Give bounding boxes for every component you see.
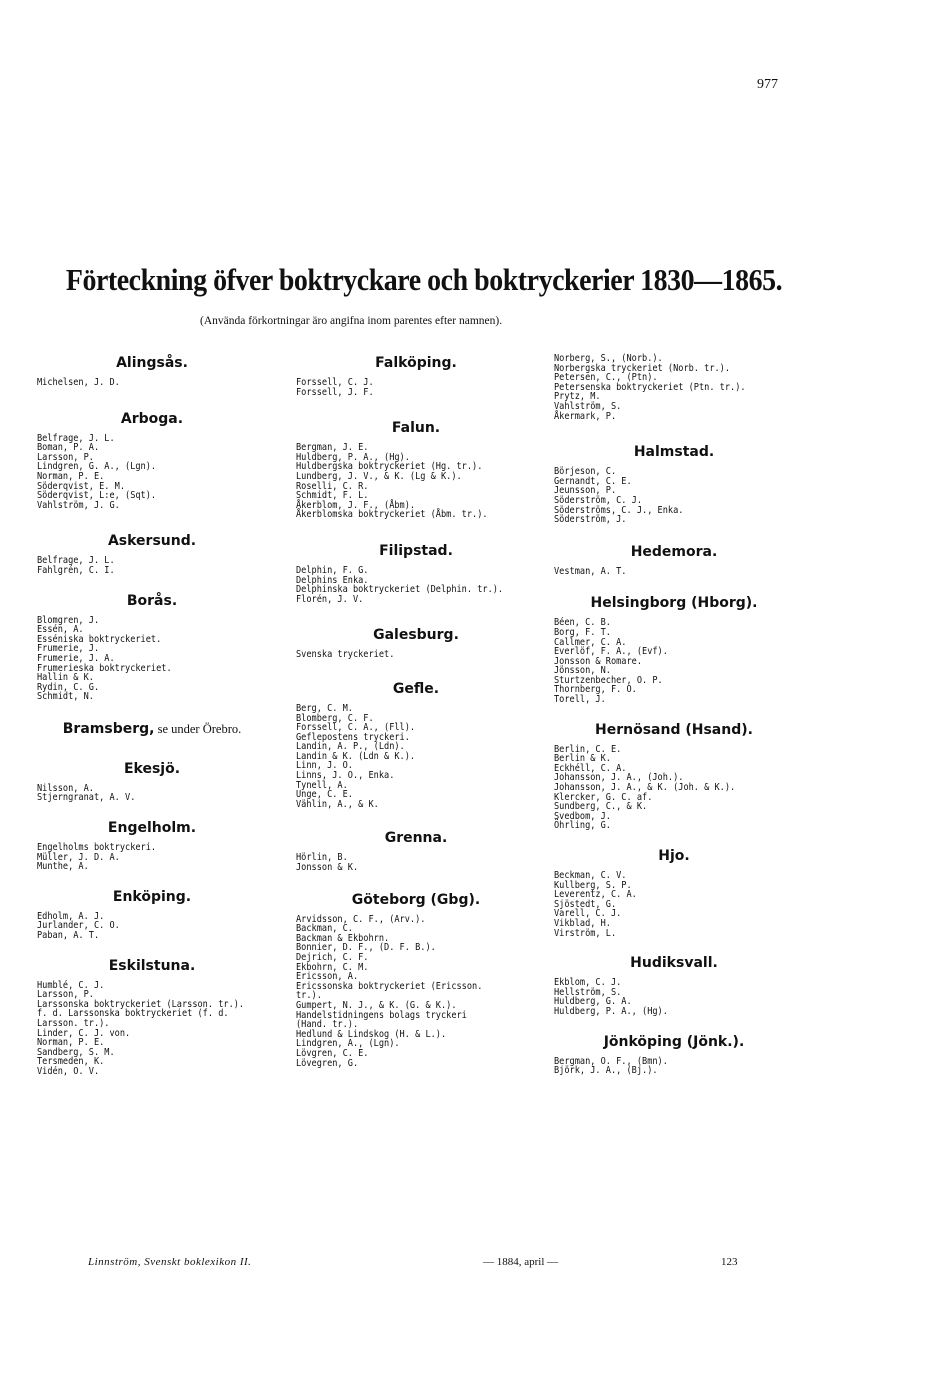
printer-entry: Söderströms, C. J., Enka. (554, 504, 684, 516)
printer-entry: Söderqvist, L:e, (Sqt). (37, 490, 157, 502)
printer-entry: f. d. Larssonska boktryckeriet (f. d. (37, 1008, 229, 1020)
place-heading (554, 954, 794, 972)
printer-entry: Bergman, J. E. (296, 442, 369, 454)
place-heading-text: Falköping. (375, 355, 457, 371)
printer-entry: Söderström, C. J. (554, 494, 643, 506)
printer-entry: Torell, J. (554, 694, 606, 706)
printer-entry: Svedbom, J. (554, 810, 611, 822)
printer-entry: Thornberg, F. O. (554, 684, 637, 696)
place-heading (37, 888, 267, 906)
place-heading-text: Helsingborg (Hborg). (590, 595, 758, 612)
printer-entry: Berlin & K. (554, 753, 611, 765)
place-heading-text: Halmstad. (633, 444, 715, 461)
printer-entry: Berlin, C. E. (554, 743, 622, 755)
place-heading (37, 410, 267, 428)
printer-entry: Engelholms boktryckeri. (37, 842, 157, 854)
printer-entry: Ericssonska boktryckeriet (Ericsson. (296, 980, 483, 992)
printer-entry: Edholm, A. J. (37, 910, 105, 922)
printer-entry: Åkermark, P. (554, 410, 617, 422)
printer-entry: Linn, J. O. (296, 760, 353, 772)
printer-entry: Ericsson, A. (296, 971, 359, 983)
printer-entry: Johansson, J. A., (Joh.). (554, 772, 684, 784)
place-heading-text: Filipstad. (379, 542, 453, 559)
printer-entry: Larsson. tr.). (37, 1018, 110, 1029)
printer-entry: Linder, C. J. von. (37, 1027, 131, 1039)
place-heading-text: Enköping. (112, 888, 192, 905)
printer-entry: Bonnier, D. F., (D. F. B.). (296, 942, 436, 954)
place-heading (554, 594, 794, 612)
printer-entry: Lövegren, G. (296, 1057, 359, 1069)
printer-entry: Esséniska boktryckeriet. (37, 633, 162, 645)
printer-entry: Svenska tryckeriet. (296, 649, 395, 661)
printer-entry: Söderqvist, E. M. (37, 480, 126, 492)
page-number: 977 (757, 77, 778, 92)
printer-entry: Norman, P. E. (37, 470, 105, 482)
printer-entry: Leverentz, C. A. (554, 889, 637, 901)
column-2 (296, 354, 536, 1068)
printer-entry: Huldberg, P. A., (Hg). (554, 1005, 668, 1017)
printer-entry: Borg, F. T. (554, 626, 611, 638)
printer-entry: Sundberg, C., & K. (554, 801, 648, 813)
printer-entry: Norbergska tryckeriet (Norb. tr.). (554, 362, 731, 374)
printer-entry: Jonsson & K. (296, 862, 359, 874)
printer-entry: Munthe, A. (37, 861, 89, 873)
printer-entry: Humblé, C. J. (37, 979, 105, 991)
printer-entry: Jurlander, C. O. (37, 920, 120, 932)
printer-entry: Lindgren, A., (Lgn). (296, 1038, 400, 1050)
printer-entry: Callmer, C. A. (554, 636, 627, 648)
printer-entry: Larssonska boktryckeriet (Larsson. tr.). (37, 998, 245, 1010)
printer-entry: Tersmeden, K. (37, 1056, 105, 1068)
place-heading-text: Arboga. (120, 410, 184, 427)
place-heading-text: Ekesjö. (123, 760, 181, 777)
printer-entry: Sjöstedt, G. (554, 898, 617, 910)
printer-entry: Gumpert, N. J., & K. (G. & K.). (296, 999, 457, 1011)
place-heading (296, 891, 536, 909)
printer-entry: Vikblad, H. (554, 917, 611, 929)
place-heading (37, 819, 267, 837)
printer-entry: Frumerieska boktryckeriet. (37, 662, 172, 674)
printer-entry: Forssell, C. A., (Fll). (296, 722, 416, 734)
printer-entry: Virström, L. (554, 927, 617, 939)
printer-entry: Larsson, P. (37, 451, 94, 463)
printer-entry: Tynell, A. (296, 779, 348, 791)
printer-entry: Everlöf, F. A., (Evf). (554, 646, 668, 658)
place-heading (554, 1033, 794, 1051)
printer-entry: Roselli, C. R. (296, 480, 369, 492)
place-heading (37, 957, 267, 975)
place-heading (37, 532, 267, 550)
footer-source: Linnström, Svenskt boklexikon II. (88, 1256, 252, 1268)
printer-entry: Frumerie, J. (37, 643, 100, 655)
printer-entry: Landin & K. (Ldn & K.). (296, 750, 416, 762)
printer-entry: Geflepostens tryckeri. (296, 731, 410, 743)
printer-entry: Jeunsson, P. (554, 485, 617, 497)
printer-entry: Linns, J. O., Enka. (296, 770, 395, 782)
printer-entry: Norman, P. E. (37, 1037, 105, 1049)
printer-entry: Delphins Enka. (296, 574, 369, 586)
printer-entry: Söderström, J. (554, 514, 627, 526)
place-heading (554, 443, 794, 461)
printer-entry: Varell, C. J. (554, 908, 622, 920)
place-heading-text: Engelholm. (107, 820, 197, 837)
printer-entry: Dejrich, C. F. (296, 952, 369, 963)
printer-entry: Åkerblomska boktryckeriet (Åbm. tr.). (296, 509, 488, 521)
place-heading (37, 760, 267, 778)
place-heading-text: Askersund. (107, 533, 197, 550)
printer-entry: Eckhéll, C. A. (554, 762, 627, 774)
printer-entry: Sturtzenbecher, O. P. (554, 674, 663, 686)
printer-entry: Huldbergska boktryckeriet (Hg. tr.). (296, 461, 483, 473)
printer-entry: Bergman, O. F., (Bmn). (554, 1055, 668, 1067)
printer-entry: Müller, J. D. A. (37, 851, 120, 863)
footer-date: — 1884, april — (483, 1256, 559, 1268)
column-3 (554, 354, 794, 1076)
place-heading (296, 680, 536, 698)
footer-sheet-number: 123 (721, 1256, 738, 1268)
place-heading (554, 721, 794, 739)
printer-entry: Landin, A. P., (Ldn). (296, 741, 405, 753)
printer-entry: Forssell, C. J. (296, 377, 374, 388)
printer-entry: Boman, P. A. (37, 442, 100, 454)
place-heading (296, 354, 536, 372)
printer-entry: Berg, C. M. (296, 702, 353, 714)
place-heading-text: Galesburg. (373, 627, 459, 644)
printer-entry: Blomgren, J. (37, 614, 100, 626)
printer-entry: Delphin, F. G. (296, 564, 369, 576)
printer-entry: Belfrage, J. L. (37, 432, 115, 444)
place-heading-text: Jönköping (Jönk.). (603, 1033, 745, 1050)
place-heading-note: se under Örebro. (154, 721, 242, 736)
printer-entry: Vidén, O. V. (37, 1065, 100, 1077)
printer-entry: Öhrling, G. (554, 820, 611, 832)
printer-entry: Hallin & K. (37, 672, 94, 684)
place-heading (554, 847, 794, 865)
place-heading-text: Bramsberg, (62, 720, 155, 737)
printer-entry: Arvidsson, C. F., (Arv.). (296, 913, 426, 925)
printer-entry: Ekbohrn, C. M. (296, 961, 369, 973)
printer-entry: Backman & Ekbohrn. (296, 932, 390, 944)
printer-entry: Vestman, A. T. (554, 565, 627, 577)
printer-entry: Larsson, P. (37, 989, 94, 1001)
printer-entry: Backman, C. (296, 923, 353, 935)
printer-entry: Björk, J. A., (Bj.). (554, 1065, 658, 1077)
printer-entry: Schmidt, N. (37, 691, 94, 703)
printer-entry: Petersenska boktryckeriet (Ptn. tr.). (554, 381, 746, 393)
column-1 (37, 354, 267, 1077)
printer-entry: (Hand. tr.). (296, 1019, 359, 1031)
place-heading (296, 542, 536, 560)
printer-entry: Unge, C. E. (296, 789, 353, 801)
printer-entry: Åkerblom, J. F., (Åbm). (296, 499, 416, 511)
place-heading-text: Hedemora. (630, 543, 718, 560)
printer-entry: Lindgren, G. A., (Lgn). (37, 461, 157, 473)
printer-entry: Jonsson & Romare. (554, 655, 643, 667)
printer-entry: Belfrage, J. L. (37, 555, 115, 567)
place-heading (296, 829, 536, 847)
printer-entry: Jönsson, N. (554, 665, 611, 677)
printer-entry: Sandberg, S. M. (37, 1046, 115, 1058)
place-heading-text: Grenna. (384, 830, 448, 847)
printer-entry: Lundberg, J. V., & K. (Lg & K.). (296, 470, 462, 482)
printer-entry: Vahlström, J. G. (37, 499, 120, 511)
printer-entry: Vählin, A., & K. (296, 798, 379, 810)
printer-entry: Forssell, J. F. (296, 386, 374, 398)
printer-entry: Rydin, C. G. (37, 681, 100, 693)
printer-entry: Schmidt, F. L. (296, 490, 369, 502)
place-heading-text: Alingsås. (116, 355, 188, 371)
printer-entry: Nilsson, A. (37, 782, 94, 794)
printer-entry: Kullberg, S. P. (554, 879, 632, 891)
place-heading-text: Eskilstuna. (108, 957, 196, 974)
place-heading (37, 720, 267, 738)
printer-entry: Michelsen, J. D. (37, 377, 120, 388)
place-heading-text: Hjo. (658, 848, 690, 864)
printer-entry: Johansson, J. A., & K. (Joh. & K.). (554, 782, 736, 794)
place-heading (296, 419, 536, 437)
printer-entry: Klercker, G. C. af. (554, 791, 653, 803)
printer-entry: Vahlström, S. (554, 400, 622, 412)
printer-entry: Gernandt, C. E. (554, 475, 632, 487)
printer-entry: Fahlgrén, C. I. (37, 564, 115, 576)
printer-entry: Handelstidningens bolags tryckeri (296, 1009, 467, 1021)
place-heading-text: Gefle. (392, 680, 440, 697)
printer-entry: Paban, A. T. (37, 930, 100, 942)
printer-entry: Hellström, S. (554, 986, 622, 998)
printer-entry: Ekblom, C. J. (554, 977, 622, 989)
place-heading-text: Hudiksvall. (630, 955, 718, 972)
printer-entry: Hedlund & Lindskog (H. & L.). (296, 1028, 447, 1040)
printer-entry: Essén, A. (37, 624, 84, 636)
printer-entry: Blomberg, C. F. (296, 712, 374, 724)
printer-entry: Florén, J. V. (296, 593, 364, 605)
place-heading-text: Göteborg (Gbg). (351, 891, 481, 908)
printer-entry: tr.). (296, 990, 322, 1002)
printer-entry: Börjeson, C. (554, 466, 617, 478)
printer-entry: Stjerngranat, A. V. (37, 792, 136, 804)
printer-entry: Huldberg, G. A. (554, 996, 632, 1008)
place-heading (37, 592, 267, 610)
printer-entry: Prytz, M. (554, 391, 601, 403)
place-heading-text: Hernösand (Hsand). (595, 721, 753, 738)
printer-entry: Delphinska boktryckeriet (Delphin. tr.). (296, 584, 504, 596)
place-heading-text: Falun. (391, 420, 441, 437)
page-subtitle: (Använda förkortningar äro angifna inom parentes efter namnen). (200, 315, 503, 327)
place-heading (554, 543, 794, 561)
printer-entry: Béen, C. B. (554, 617, 611, 629)
place-heading (296, 626, 536, 644)
printer-entry: Hörlin, B. (296, 852, 348, 864)
printer-entry: Frumerie, J. A. (37, 652, 115, 664)
printer-entry: Lövgren, C. E. (296, 1047, 369, 1059)
printer-entry: Beckman, C. V. (554, 870, 627, 881)
printer-entry: Norberg, S., (Norb.). (554, 353, 663, 364)
place-heading-text: Borås. (126, 592, 178, 609)
printer-entry: Petersen, C., (Ptn). (554, 372, 658, 384)
printer-entry: Huldberg, P. A., (Hg). (296, 451, 410, 463)
place-heading (37, 354, 267, 372)
page-title: Förteckning öfver boktryckare och boktryckerier 1830—1865. (65, 262, 783, 297)
